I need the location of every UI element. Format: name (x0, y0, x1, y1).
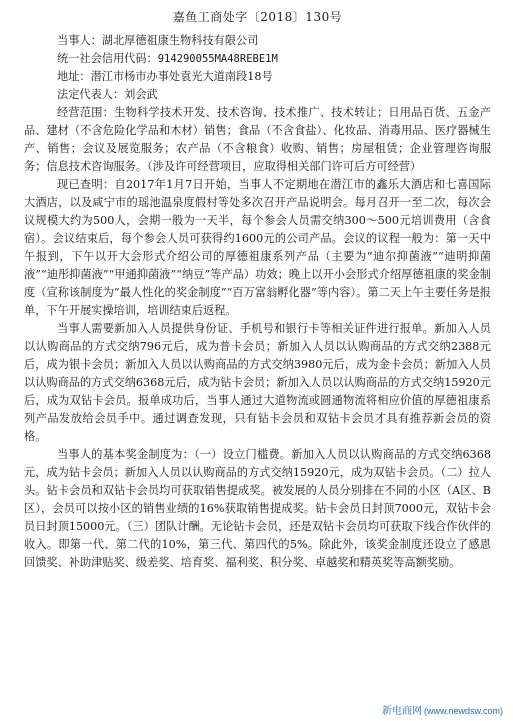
legal-rep-label: 法定代表人： (57, 88, 125, 101)
address-line (24, 68, 491, 86)
business-scope-paragraph: 经营范围：生物科学技术开发、技术咨询、技术推广、技术转让；日用品百货、五金产品、建材（不含危险化学品和木材）销售；食品（不含食盐）、化妆品、消毒用品、医疗器械生产、销售；会议及展览服务；农产品（不含粮食）收购、销售；房屋租赁；企业管理咨询服务；信息技术咨询服务。（涉及许可经营项目，应取得相关部门许可后方可经营） (24, 106, 491, 173)
watermark-brand: 新电商网 (381, 706, 422, 717)
legal-rep-line (24, 86, 491, 104)
party-line (24, 32, 491, 50)
credit-code-value: 914290055MA48REBE1M (157, 53, 278, 65)
bonus-system-paragraph: 当事人的基本奖金制度为：（一）设立门槛费。新加入人员以认购商品的方式交纳6368元，成为钻卡会员；新加入人员以认购商品的方式交纳15920元，成为双钻卡会员。（二）拉人头。钻卡会员和双钻卡会员均可获取销售提成奖。被发展的人员分别排在不同的小区（A区、B区），会员可以按小区的销售业绩的16%获取销售提成奖。钻卡会员日封顶7000元，双钻卡会员日封顶15000元。（三）团队计酬。无论钻卡会员，还是双钻卡会员均可获取下线合作伙伴的收入。即第一代、第二代的10%，第三代、第四代的5%。除此外，该奖金制度还设立了感恩回馈奖、补助津贴奖、级差奖、培育奖、福利奖、积分奖、卓越奖和精英奖等高额奖励。 (24, 448, 491, 569)
findings-paragraph: 现已查明：自2017年1月7日开始，当事人不定期地在潜江市的鑫乐大酒店和七喜国际大酒店，以及咸宁市的瑶池温泉度假村等处多次召开产品说明会。每月召开一至二次，每次会议规模大约为500人，会期一般为一天半，每个参会人员需交纳300～500元培训费用（含食宿）。会议结束后，每个参会人员可获得约1600元的公司产品。会议的议程一般为：第一天中午报到，下午以开大会形式介绍公司的厚德祖康系列产品（主要为“迪尔抑菌液”“迪明抑菌液”“迪彤抑菌液”“甲通抑菌液”“纳豆”等产品）功效；晚上以开小会形式介绍厚德祖康的奖金制度（宣称该制度为“最人性化的奖金制度”“百万富翁孵化器”等内容）。第二天上午主要任务是报单，下午开展实操培训，培训结束后返程。 (24, 178, 491, 317)
legal-rep-value: 刘会武 (124, 88, 158, 101)
registration-paragraph: 当事人需要新加入人员提供身份证、手机号和银行卡等相关证件进行报单。新加入人员以认购商品的方式交纳796元后，成为普卡会员；新加入人员以认购商品的方式交纳2388元后，成为银卡会员；新加入人员以认购商品的方式交纳3980元后，成为金卡会员；新加入人员以认购商品的方式交纳6368元后，成为钻卡会员；新加入人员以认购商品的方式交纳15920元后，成为双钻卡会员。报单成功后，当事人通过大道物流或圆通物流将相应价值的厚德祖康系列产品发放给会员手中。通过调查发现，只有钻卡会员和双钻卡会员才具有推荐新会员的资格。 (24, 322, 491, 443)
site-watermark (382, 702, 503, 717)
party-name: 湖北厚德祖康生物科技有限公司 (101, 34, 259, 47)
credit-code-line (24, 50, 491, 68)
credit-code-label: 统一社会信用代码： (57, 52, 158, 65)
address-label: 地址： (57, 70, 91, 83)
party-label: 当事人： (57, 34, 102, 47)
document-title: 嘉鱼工商处字〔2018〕130号 (172, 10, 343, 24)
watermark-url: (www.newdsw.com) (423, 706, 503, 716)
address-value: 潜江市杨市办事处袁光大道南段18号 (90, 70, 273, 83)
